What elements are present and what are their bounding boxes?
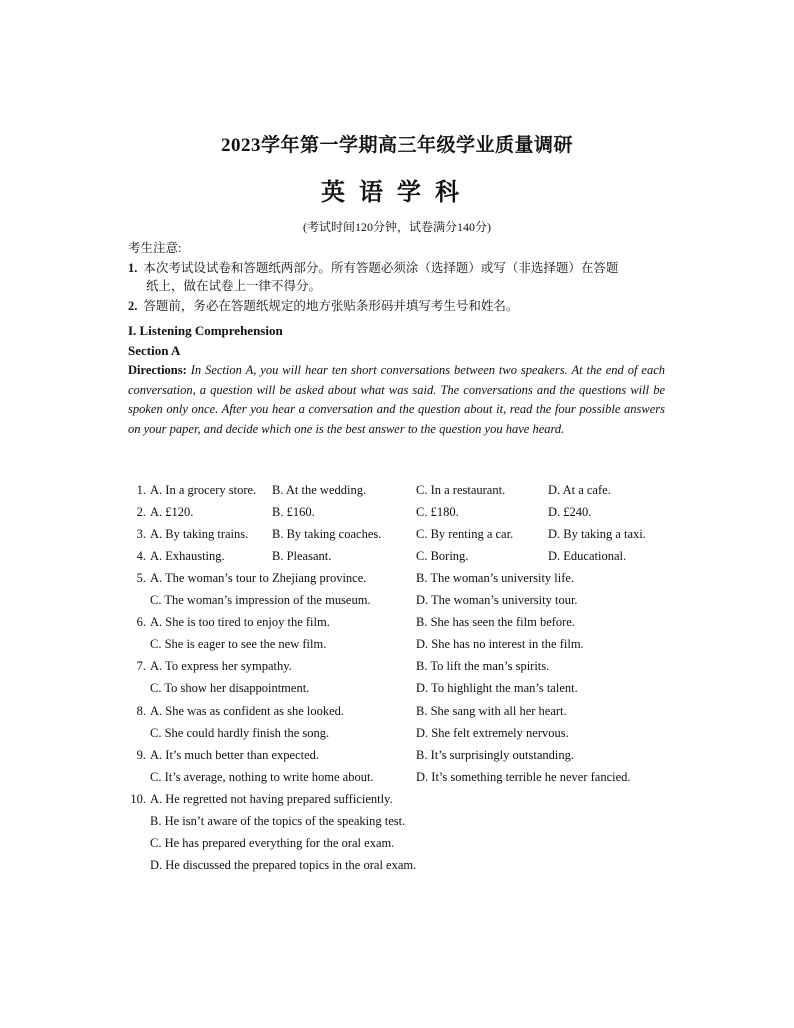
option-d: D. By taking a taxi. xyxy=(548,527,646,541)
note-item-2 xyxy=(128,296,518,314)
option-b: B. Pleasant. xyxy=(272,549,332,563)
option-b: B. It’s surprisingly outstanding. xyxy=(416,748,574,762)
note-text: 答题前，务必在答题纸规定的地方张贴条形码并填写考生号和姓名。 xyxy=(143,299,519,313)
option-a: A. To express her sympathy. xyxy=(150,659,292,673)
option-b: B. £160. xyxy=(272,505,315,519)
option-d: D. She felt extremely nervous. xyxy=(416,726,569,740)
option-a: A. She is too tired to enjoy the film. xyxy=(150,615,330,629)
question-number: 5. xyxy=(136,571,146,585)
option-b: B. At the wedding. xyxy=(272,483,367,497)
subject-title: 英语学科 xyxy=(321,180,473,206)
question-number: 9. xyxy=(136,748,146,762)
option-a: A. She was as confident as she looked. xyxy=(150,704,345,718)
option-a: A. It’s much better than expected. xyxy=(150,748,320,762)
question-number: 1. xyxy=(136,483,146,497)
option-c: C. The woman’s impression of the museum. xyxy=(150,593,371,607)
question-number: 4. xyxy=(136,549,146,563)
option-c: C. To show her disappointment. xyxy=(150,681,310,695)
option-d: D. He discussed the prepared topics in the oral exam. xyxy=(150,858,417,872)
option-d: D. It’s something terrible he never fancied. xyxy=(416,770,631,784)
option-a: A. The woman’s tour to Zhejiang province. xyxy=(150,571,367,585)
question-number: 10. xyxy=(130,792,146,806)
option-d: D. Educational. xyxy=(548,549,627,563)
note-number: 1. xyxy=(128,261,138,275)
option-d: D. To highlight the man’s talent. xyxy=(416,681,578,695)
option-a: A. By taking trains. xyxy=(150,527,249,541)
option-b: B. She sang with all her heart. xyxy=(416,704,567,718)
option-b: B. To lift the man’s spirits. xyxy=(416,659,550,673)
option-d: D. She has no interest in the film. xyxy=(416,637,584,651)
option-c: C. By renting a car. xyxy=(416,527,514,541)
directions xyxy=(128,361,665,439)
option-a: A. He regretted not having prepared sufficiently. xyxy=(150,792,393,806)
question-number: 8. xyxy=(136,704,146,718)
option-c: C. It’s average, nothing to write home about. xyxy=(150,770,374,784)
option-a: A. Exhausting. xyxy=(150,549,225,563)
option-d: D. The woman’s university tour. xyxy=(416,593,578,607)
exam-title: 2023学年第一学期高三年级学业质量调研 xyxy=(220,135,573,156)
option-c: C. £180. xyxy=(416,505,459,519)
question-number: 6. xyxy=(136,615,146,629)
question-number: 2. xyxy=(136,505,146,519)
note-item-1 xyxy=(128,258,618,276)
question-number: 7. xyxy=(136,659,146,673)
option-b: B. She has seen the film before. xyxy=(416,615,575,629)
directions-text: In Section A, you will hear ten short conversations between two speakers. At the end of each conversation, a question will be asked about what was said. The conversations and the questions will be spoken only once. After you hear a conversation and the question about it, read the four possible answers on your paper, and decide which one is the best answer to the question you have heard. xyxy=(128,363,665,436)
option-c: C. In a restaurant. xyxy=(416,483,506,497)
question-number: 3. xyxy=(136,527,146,541)
option-d: D. £240. xyxy=(548,505,592,519)
exam-info: (考试时间120分钟，试卷满分140分) xyxy=(303,220,491,234)
note-number: 2. xyxy=(128,299,138,313)
part-title: I. Listening Comprehension xyxy=(128,323,283,338)
option-b: B. The woman’s university life. xyxy=(416,571,575,585)
section-title: Section A xyxy=(128,343,181,358)
note-item-1-cont: 纸上，做在试卷上一律不得分。 xyxy=(146,279,322,293)
option-b: B. By taking coaches. xyxy=(272,527,382,541)
option-d: D. At a cafe. xyxy=(548,483,611,497)
option-c: C. He has prepared everything for the oral exam. xyxy=(150,836,395,850)
option-c: C. She is eager to see the new film. xyxy=(150,637,327,651)
notes-heading: 考生注意: xyxy=(128,241,182,255)
option-a: A. In a grocery store. xyxy=(150,483,257,497)
directions-label: Directions: xyxy=(128,363,187,377)
option-b: B. He isn’t aware of the topics of the speaking test. xyxy=(150,814,406,828)
option-a: A. £120. xyxy=(150,505,194,519)
option-c: C. Boring. xyxy=(416,549,469,563)
note-text: 本次考试设试卷和答题纸两部分。所有答题必须涂（选择题）或写（非选择题）在答题 xyxy=(143,261,619,275)
option-c: C. She could hardly finish the song. xyxy=(150,726,330,740)
